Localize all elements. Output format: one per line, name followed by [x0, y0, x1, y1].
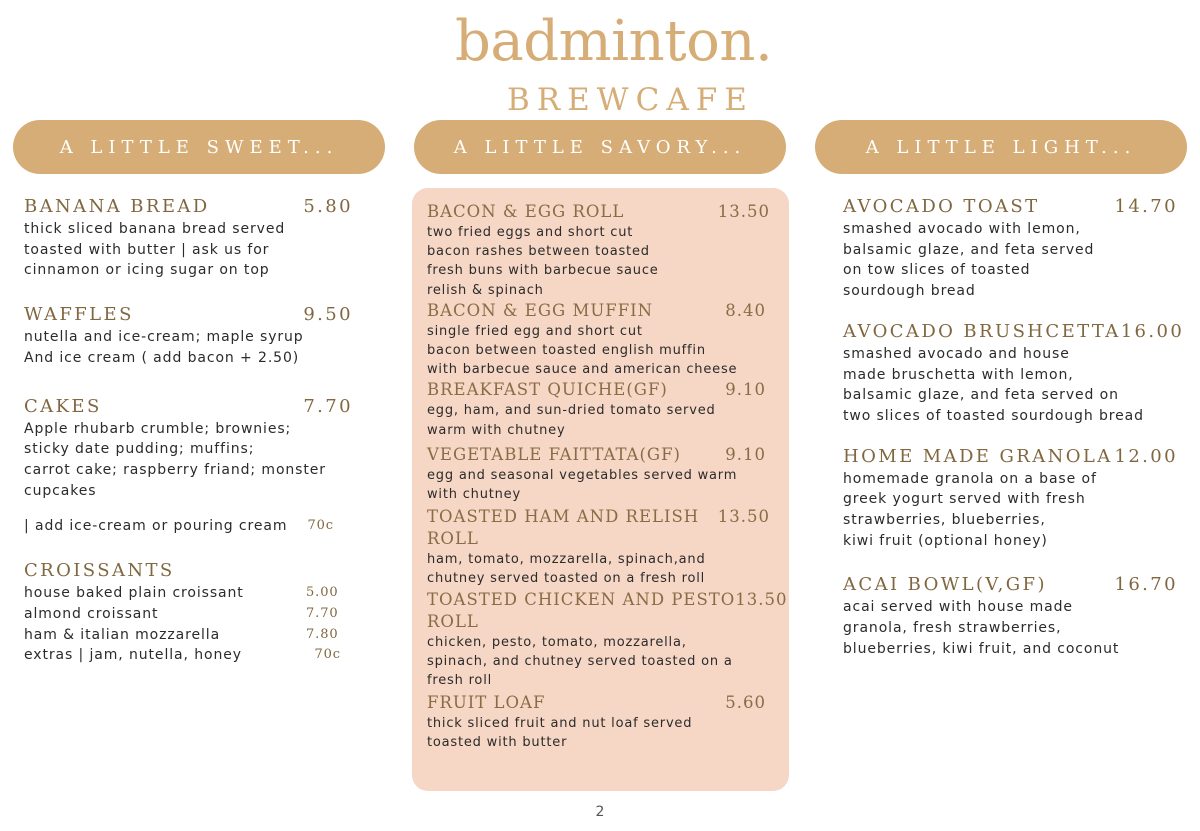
menu-item-title	[24, 559, 359, 583]
item-description: sourdough bread	[843, 283, 976, 300]
item-price: 7.70	[303, 395, 353, 417]
croissant-price: 7.80	[306, 626, 339, 642]
menu-item-title	[843, 195, 1178, 219]
item-description: cupcakes	[24, 482, 97, 499]
item-description: relish & spinach	[427, 282, 544, 298]
item-description: Apple rhubarb crumble; brownies;	[24, 420, 292, 437]
item-description: balsamic glaze, and feta served on	[843, 387, 1119, 404]
item-description: fresh roll	[427, 673, 493, 689]
item-price: 13.50	[717, 507, 770, 527]
item-price: 8.40	[725, 300, 766, 320]
item-name: CAKES	[24, 395, 102, 417]
menu-item-title	[24, 395, 359, 419]
item-price: 5.80	[303, 196, 353, 217]
item-name: HOME MADE GRANOLA	[843, 445, 1113, 467]
addon-price: 70c	[307, 518, 334, 534]
item-price: 12.00	[1114, 445, 1178, 467]
sweet-column	[24, 195, 359, 666]
item-description: chutney served toasted on a fresh roll	[427, 571, 706, 587]
cakes-addon	[24, 518, 359, 534]
item-description: greek yogurt served with fresh	[843, 491, 1086, 508]
list-item	[24, 625, 359, 646]
item-description: fresh buns with barbecue sauce	[427, 263, 659, 279]
item-description: with chutney	[427, 487, 521, 503]
croissant-price: 7.70	[306, 605, 339, 621]
item-price: 14.70	[1114, 196, 1178, 217]
item-description: kiwi fruit (optional honey)	[843, 532, 1048, 549]
menu-item-title	[843, 445, 1178, 469]
item-description: sticky date pudding; muffins;	[24, 441, 255, 458]
item-name-cont: ROLL	[427, 611, 479, 631]
croissant-price: 70c	[314, 647, 341, 663]
item-description: homemade granola on a base of	[843, 470, 1097, 487]
item-description: smashed avocado with lemon,	[843, 221, 1081, 237]
item-description: And ice cream ( add bacon + 2.50)	[24, 349, 300, 366]
list-item	[24, 604, 359, 625]
item-description: egg, ham, and sun-dried tomato served	[427, 403, 716, 419]
item-description: carrot cake; raspberry friand; monster	[24, 461, 326, 478]
menu-item-title	[427, 692, 772, 714]
item-name: BACON & EGG MUFFIN	[427, 300, 654, 320]
item-description: ham, tomato, mozzarella, spinach,and	[427, 552, 706, 568]
item-description: smashed avocado and house	[843, 345, 1070, 362]
item-description: two slices of toasted sourdough bread	[843, 407, 1144, 424]
addon-text: | add ice-cream or pouring cream	[24, 518, 288, 535]
item-description: thick sliced fruit and nut loaf served	[427, 716, 693, 732]
menu-item-title	[843, 320, 1185, 344]
item-description: toasted with butter | ask us for	[24, 241, 270, 258]
item-price: 9.10	[725, 380, 766, 400]
section-header-light: A LITTLE LIGHT...	[815, 120, 1187, 174]
menu-item-title	[427, 300, 772, 322]
item-description: strawberries, blueberries,	[843, 512, 1046, 529]
item-price: 13.50	[717, 202, 770, 221]
menu-item-title	[427, 444, 772, 466]
item-description: thick sliced banana bread served	[24, 221, 286, 237]
item-description: granola, fresh strawberries,	[843, 620, 1062, 637]
item-description: on tow slices of toasted	[843, 262, 1031, 279]
list-item	[24, 583, 359, 604]
item-name: AVOCADO TOAST	[843, 196, 1040, 217]
item-name: TOASTED HAM AND RELISH	[427, 507, 700, 527]
item-description: two fried eggs and short cut	[427, 225, 634, 240]
item-price: 5.60	[725, 693, 766, 713]
item-description: acai served with house made	[843, 599, 1073, 616]
menu-item-title	[427, 589, 788, 611]
item-price: 9.50	[303, 304, 353, 326]
item-name-cont: ROLL	[427, 529, 479, 549]
croissant-name: ham & italian mozzarella	[24, 626, 221, 643]
item-name: AVOCADO BRUSHCETTA	[843, 320, 1121, 342]
item-price: 16.00	[1120, 320, 1185, 342]
menu-item-title	[427, 379, 772, 401]
menu-item-title	[427, 201, 772, 223]
croissant-name: extras | jam, nutella, honey	[24, 647, 242, 664]
item-description: nutella and ice-cream; maple syrup	[24, 329, 304, 346]
croissant-name: almond croissant	[24, 605, 159, 622]
menu-item-title-cont	[427, 611, 772, 633]
section-header-sweet: A LITTLE SWEET...	[13, 120, 385, 174]
item-description: bacon between toasted english muffin	[427, 343, 706, 359]
light-column	[843, 195, 1185, 660]
item-description: bacon rashes between toasted	[427, 244, 650, 260]
item-description: blueberries, kiwi fruit, and coconut	[843, 640, 1120, 657]
menu-item-title	[24, 195, 359, 219]
item-description: with barbecue sauce and american cheese	[427, 362, 738, 378]
item-name: BANANA BREAD	[24, 196, 210, 217]
item-name: TOASTED CHICKEN AND PESTO	[427, 589, 736, 609]
item-description: made bruschetta with lemon,	[843, 366, 1074, 383]
menu-item-title	[24, 303, 359, 327]
menu-item-title	[843, 573, 1178, 597]
item-description: single fried egg and short cut	[427, 323, 643, 339]
menu-item-title	[427, 506, 772, 528]
item-name: WAFFLES	[24, 304, 134, 326]
brand-subtitle: BREWCAFE	[507, 82, 754, 118]
item-description: warm with chutney	[427, 422, 566, 438]
brand-logo: badminton.	[455, 9, 773, 74]
menu-item-title-cont	[427, 528, 772, 550]
page-number: 2	[595, 804, 605, 820]
item-price: 9.10	[725, 444, 766, 464]
item-name: FRUIT LOAF	[427, 693, 546, 713]
item-description: toasted with butter	[427, 735, 568, 751]
item-description: cinnamon or icing sugar on top	[24, 262, 270, 279]
item-description: egg and seasonal vegetables served warm	[427, 467, 738, 483]
item-name: BREAKFAST QUICHE(GF)	[427, 380, 668, 400]
item-description: spinach, and chutney served toasted on a	[427, 653, 733, 669]
item-name: VEGETABLE FAITTATA(GF)	[427, 444, 681, 464]
croissant-name: house baked plain croissant	[24, 585, 244, 602]
savory-column	[427, 201, 788, 753]
item-price: 13.50	[735, 589, 788, 609]
section-header-savory: A LITTLE SAVORY...	[414, 120, 786, 174]
item-price: 16.70	[1114, 574, 1178, 596]
croissant-price: 5.00	[306, 585, 339, 601]
item-description: chicken, pesto, tomato, mozzarella,	[427, 634, 687, 650]
item-description: balsamic glaze, and feta served	[843, 241, 1095, 258]
list-item	[24, 645, 359, 666]
item-name: ACAI BOWL(V,GF)	[843, 574, 1047, 596]
item-name: BACON & EGG ROLL	[427, 202, 625, 221]
item-name: CROISSANTS	[24, 560, 175, 582]
